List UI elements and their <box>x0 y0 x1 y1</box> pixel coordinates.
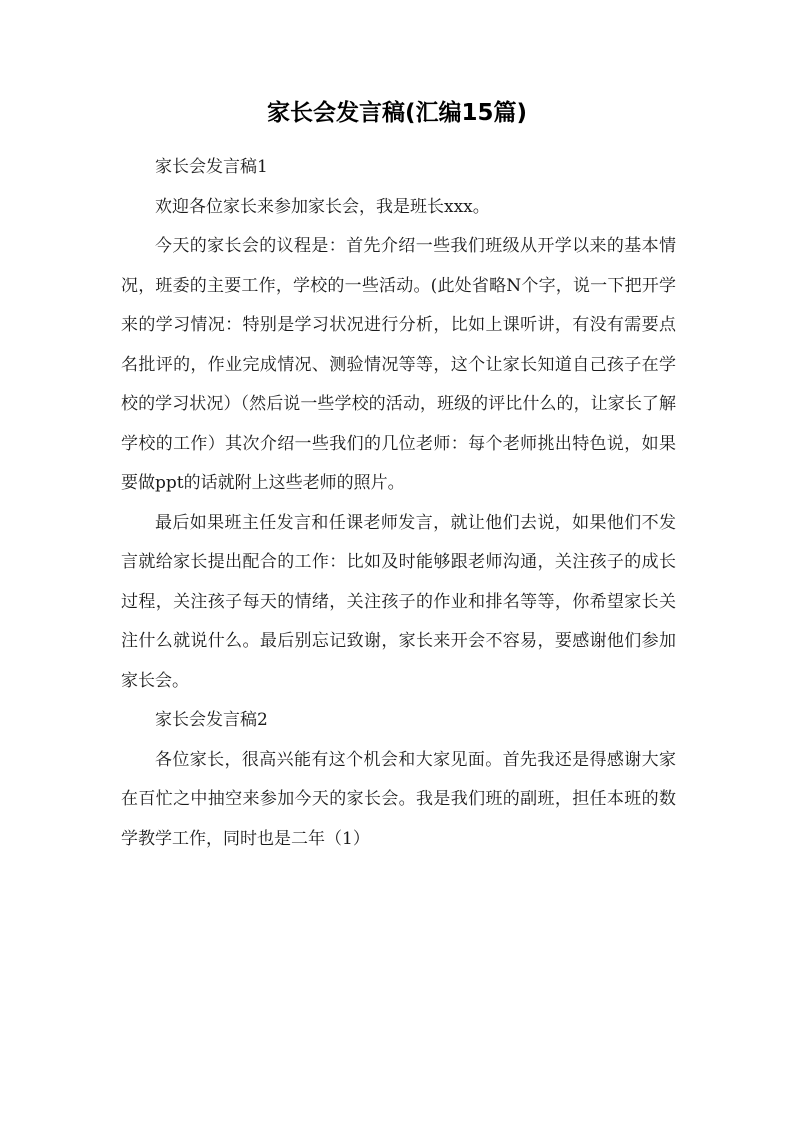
document-title: 家长会发言稿(汇编15篇) <box>266 100 528 126</box>
section-heading-1: 家长会发言稿1 <box>155 157 268 177</box>
paragraph-intro: 各位家长，很高兴能有这个机会和大家见面。首先我还是得感谢大家在百忙之中抽空来参加今天的家长会。我是我们班的副班，担任本班的数学教学工作，同时也是二年（1） <box>121 749 676 849</box>
paragraph-greeting: 欢迎各位家长来参加家长会，我是班长xxx。 <box>155 196 490 217</box>
document-body <box>121 148 676 859</box>
paragraph-agenda: 今天的家长会的议程是：首先介绍一些我们班级从开学以来的基本情况，班委的主要工作，学校的一些活动。(此处省略N个字，说一下把开学来的学习情况：特别是学习状况进行分析，比如上课听讲，有没有需要点名批评的，作业完成情况、测验情况等等，这个让家长知道自己孩子在学校的学习状况）（然后说一些学校的活动，班级的评比什么的，让家长了解学校的工作）其次介绍一些我们的几位老师：每个老师挑出特色说，如果要做ppt的话就附上这些老师的照片。 <box>121 236 676 493</box>
section-heading-2: 家长会发言稿2 <box>155 710 268 730</box>
paragraph-closing: 最后如果班主任发言和任课老师发言，就让他们去说，如果他们不发言就给家长提出配合的工作：比如及时能够跟老师沟通，关注孩子的成长过程，关注孩子每天的情绪，关注孩子的作业和排名等等，你希望家长关注什么就说什么。最后别忘记致谢，家长来开会不容易，要感谢他们参加家长会。 <box>121 512 676 691</box>
